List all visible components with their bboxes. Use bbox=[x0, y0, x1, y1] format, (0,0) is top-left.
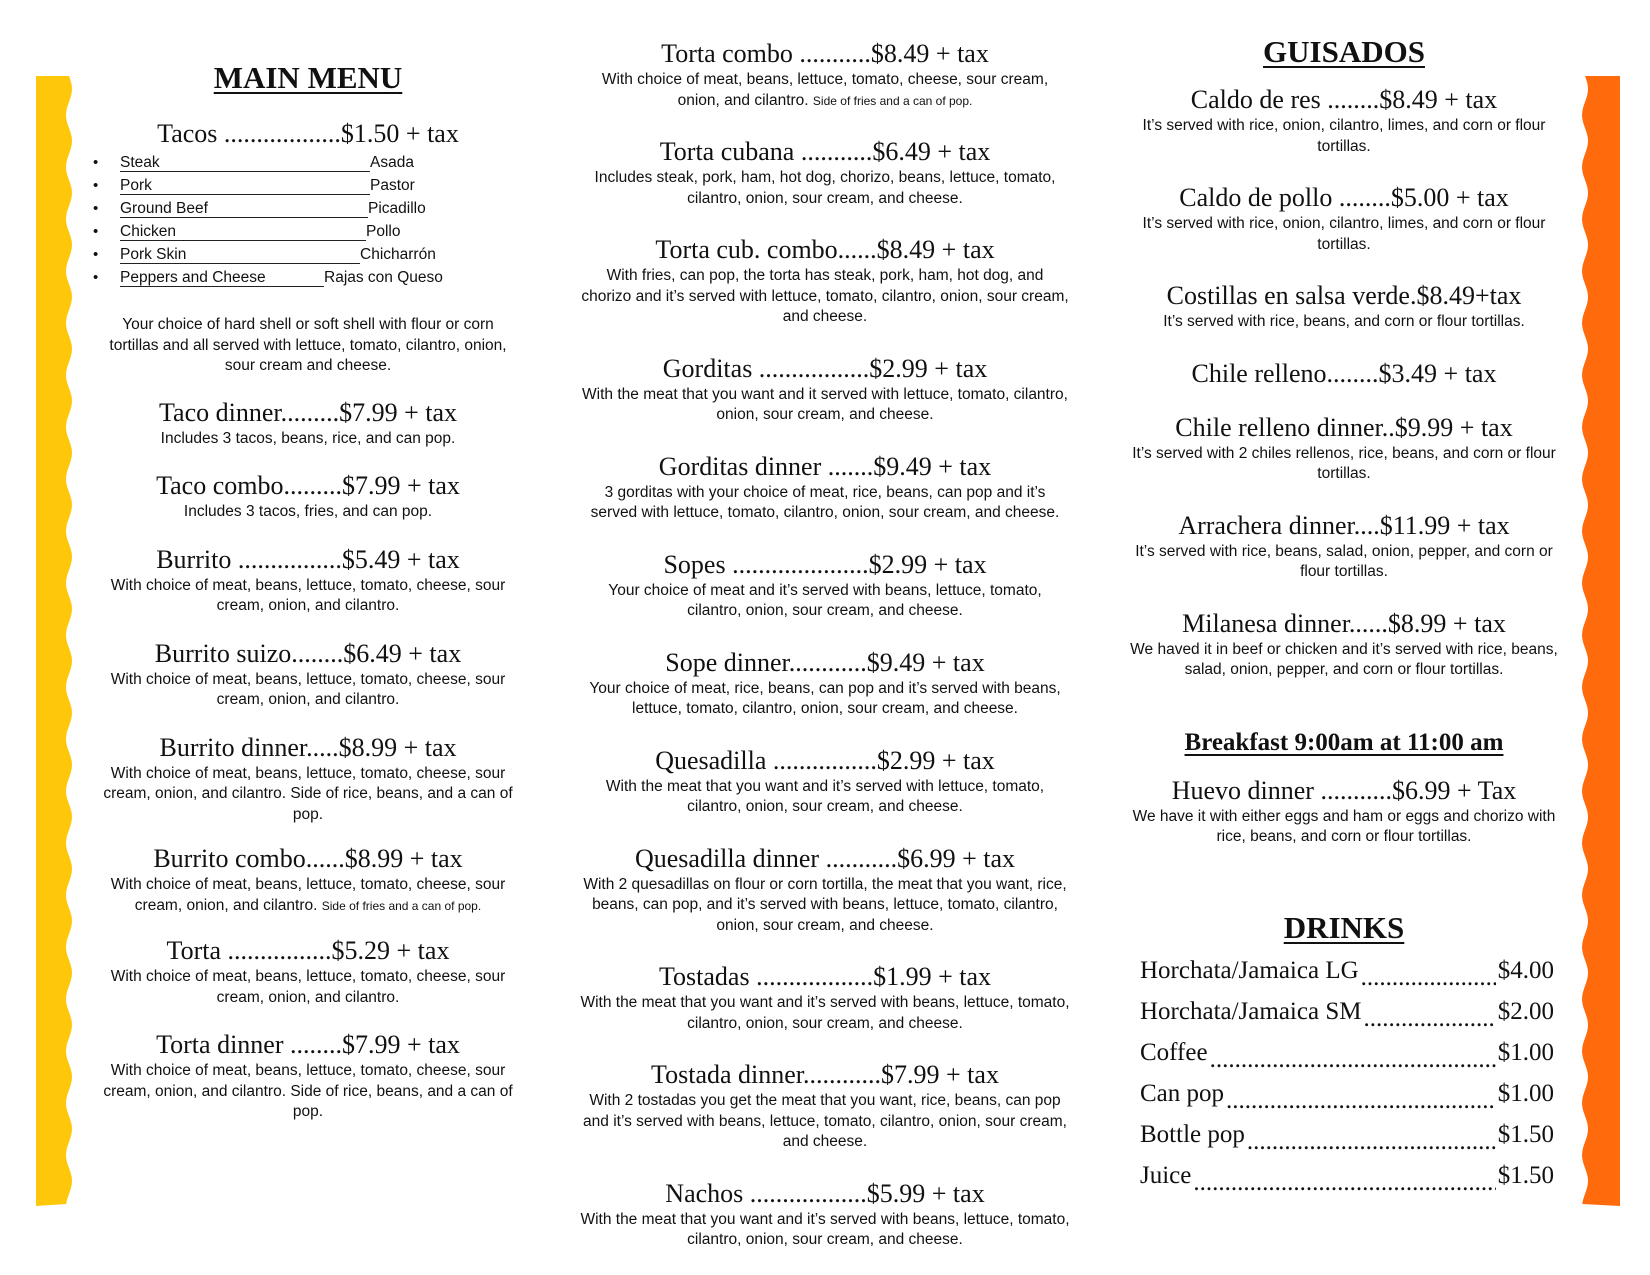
item-title: Torta cub. combo......$8.49 + tax bbox=[655, 235, 995, 264]
item-title: Torta ................$5.29 + tax bbox=[166, 936, 450, 965]
item-desc: With choice of meat, beans, lettuce, tomato, cheese, sour cream, onion, and cilantro. Side of rice, beans, and a can of pop. bbox=[103, 1062, 513, 1120]
taco-option-alt: Chicharrón bbox=[360, 246, 436, 263]
taco-option-name: Steak bbox=[120, 154, 370, 172]
taco-option-name: Chicken bbox=[120, 223, 366, 241]
left-bar-shape bbox=[36, 76, 72, 1206]
drink-leader bbox=[1361, 965, 1496, 991]
item-side-note: Side of fries and a can of pop. bbox=[321, 898, 482, 913]
item-title: Costillas en salsa verde.$8.49+tax bbox=[1166, 281, 1522, 310]
item-desc: With the meat that you want and it’s served with beans, lettuce, tomato, cilantro, onion, sour cream, and cheese. bbox=[580, 994, 1070, 1032]
tacos-note: Your choice of hard shell or soft shell with flour or corn tortillas and all served with lettuce, tomato, cilantro, onion, sour cream and cheese. bbox=[109, 316, 507, 374]
menu-item bbox=[88, 732, 528, 826]
menu-item bbox=[88, 843, 528, 916]
item-title: Burrito combo......$8.99 + tax bbox=[153, 844, 463, 873]
tacos-section bbox=[88, 118, 528, 377]
item-title: Chile relleno dinner..$9.99 + tax bbox=[1175, 412, 1513, 442]
menu-item bbox=[580, 1059, 1070, 1153]
item-desc: It’s served with rice, onion, cilantro, limes, and corn or flour tortillas. bbox=[1142, 215, 1546, 253]
item-desc: With the meat that you want and it’s served with lettuce, tomato, cilantro, onion, sour cream, and cheese. bbox=[605, 777, 1045, 815]
item-title: Torta dinner ........$7.99 + tax bbox=[156, 1030, 460, 1059]
drink-leader bbox=[1363, 1006, 1495, 1032]
item-desc: With the meat that you want and it’s served with beans, lettuce, tomato, cilantro, onion, sour cream, and cheese. bbox=[580, 1210, 1070, 1248]
menu-item bbox=[580, 745, 1070, 818]
item-title: Nachos ..................$5.99 + tax bbox=[665, 1178, 985, 1208]
menu-item bbox=[88, 470, 528, 523]
item-title: Taco combo.........$7.99 + tax bbox=[156, 471, 460, 500]
middle-menu-column bbox=[580, 38, 1070, 1251]
item-title: Huevo dinner ...........$6.99 + Tax bbox=[1171, 775, 1517, 805]
taco-option-alt: Pollo bbox=[366, 223, 401, 240]
item-title: Quesadilla dinner ...........$6.99 + tax bbox=[634, 843, 1016, 873]
item-desc bbox=[88, 875, 528, 916]
item-title: Caldo de res ........$8.49 + tax bbox=[1190, 85, 1498, 114]
item-title: Burrito ................$5.49 + tax bbox=[156, 544, 460, 574]
taco-option-name: Pork bbox=[120, 177, 370, 195]
menu-item bbox=[88, 935, 528, 1008]
item-title: Burrito dinner.....$8.99 + tax bbox=[159, 732, 457, 762]
item-title: Quesadilla ................$2.99 + tax bbox=[655, 745, 995, 775]
menu-item bbox=[580, 1178, 1070, 1251]
item-desc: With choice of meat, beans, lettuce, tomato, cheese, sour cream, onion, and cilantro. bbox=[110, 968, 506, 1006]
item-desc: It’s served with rice, beans, and corn or flour tortillas. bbox=[1163, 313, 1525, 330]
drink-price: $2.00 bbox=[1497, 997, 1554, 1025]
item-desc: With fries, can pop, the torta has steak, pork, ham, hot dog, and chorizo and it’s served with lettuce, tomato, cilantro, onion, sour cream, and cheese. bbox=[581, 267, 1069, 325]
menu-item bbox=[580, 549, 1070, 622]
menu-item bbox=[88, 544, 528, 617]
taco-option bbox=[88, 220, 528, 243]
item-desc: With 2 quesadillas on flour or corn tortilla, the meat that you want, rice, beans, can pop, and it’s served with beans, lettuce, tomato, cilantro, onion, sour cream, and cheese. bbox=[583, 875, 1067, 934]
item-desc: With choice of meat, beans, lettuce, tomato, cheese, sour cream, onion, and cilantro. Side of rice, beans, and a can of pop. bbox=[103, 764, 513, 823]
item-title: Taco dinner.........$7.99 + tax bbox=[158, 397, 458, 427]
item-desc: We haved it in beef or chicken and it’s served with rice, beans, salad, onion, pepper, and corn or flour tortillas. bbox=[1130, 640, 1558, 678]
drink-price: $1.50 bbox=[1497, 1161, 1554, 1189]
menu-item bbox=[88, 1029, 528, 1123]
drink-name: Bottle pop bbox=[1140, 1120, 1245, 1148]
taco-option bbox=[88, 243, 528, 266]
drink-price: $4.00 bbox=[1497, 956, 1554, 984]
drink-leader bbox=[1247, 1129, 1496, 1155]
menu-item bbox=[580, 136, 1070, 209]
item-desc: It’s served with 2 chiles rellenos, rice, beans, and corn or flour tortillas. bbox=[1132, 444, 1556, 482]
item-title: Chile relleno........$3.49 + tax bbox=[1191, 358, 1497, 388]
menu-item bbox=[580, 353, 1070, 426]
menu-item bbox=[1124, 412, 1564, 485]
drink-name: Coffee bbox=[1140, 1038, 1208, 1066]
taco-option bbox=[88, 197, 528, 220]
taco-meat-list bbox=[88, 151, 528, 289]
drink-price: $1.50 bbox=[1497, 1120, 1554, 1148]
guisados-heading: GUISADOS bbox=[1263, 34, 1425, 69]
taco-option bbox=[88, 151, 528, 174]
item-desc: Your choice of meat and it’s served with beans, lettuce, tomato, cilantro, onion, sour cream, and cheese. bbox=[608, 581, 1042, 619]
drink-price: $1.00 bbox=[1497, 1038, 1554, 1066]
item-title: Tostada dinner............$7.99 + tax bbox=[651, 1060, 999, 1089]
taco-option-alt: Asada bbox=[370, 154, 414, 171]
menu-item bbox=[1124, 84, 1564, 157]
left-wavy-bar bbox=[36, 76, 76, 1206]
item-desc bbox=[580, 70, 1070, 111]
taco-option-alt: Picadillo bbox=[368, 200, 426, 217]
guisados-column bbox=[1124, 34, 1564, 1196]
menu-item bbox=[1124, 775, 1564, 848]
menu-item bbox=[580, 234, 1070, 328]
taco-option-name: Peppers and Cheese bbox=[120, 269, 324, 287]
item-desc-text: With choice of meat, beans, lettuce, tomato, cheese, sour cream, onion, and cilantro. bbox=[110, 876, 506, 914]
menu-item bbox=[580, 38, 1070, 111]
item-desc: Includes 3 tacos, beans, rice, and can pop. bbox=[160, 429, 456, 447]
drink-leader bbox=[1210, 1047, 1496, 1073]
drinks-list bbox=[1124, 950, 1564, 1196]
item-title: Burrito suizo........$6.49 + tax bbox=[154, 638, 462, 668]
main-menu-column bbox=[88, 60, 528, 1123]
drink-row bbox=[1140, 1032, 1554, 1073]
item-title: Milanesa dinner......$8.99 + tax bbox=[1182, 608, 1506, 638]
item-title: Sopes .....................$2.99 + tax bbox=[663, 549, 987, 579]
drink-price: $1.00 bbox=[1497, 1079, 1554, 1107]
menu-item bbox=[1124, 358, 1564, 390]
item-title: Gorditas dinner .......$9.49 + tax bbox=[658, 451, 992, 481]
drink-row bbox=[1140, 950, 1554, 991]
item-desc: It’s served with rice, onion, cilantro, limes, and corn or flour tortillas. bbox=[1142, 117, 1546, 155]
drink-row bbox=[1140, 1073, 1554, 1114]
taco-option-alt: Rajas con Queso bbox=[324, 269, 443, 286]
menu-item bbox=[580, 843, 1070, 937]
taco-option-name: Pork Skin bbox=[120, 246, 360, 264]
taco-option bbox=[88, 174, 528, 197]
taco-option-name: Ground Beef bbox=[120, 200, 368, 218]
item-title: Gorditas .................$2.99 + tax bbox=[662, 353, 988, 383]
drink-name: Horchata/Jamaica LG bbox=[1140, 956, 1359, 984]
menu-item bbox=[1124, 280, 1564, 333]
drink-row bbox=[1140, 1155, 1554, 1196]
item-title: Sope dinner............$9.49 + tax bbox=[665, 647, 985, 677]
item-desc: 3 gorditas with your choice of meat, rice, beans, can pop and it’s served with lettuce, tomato, cilantro, onion, sour cream, and cheese. bbox=[590, 483, 1060, 521]
item-desc: Includes 3 tacos, fries, and can pop. bbox=[183, 503, 433, 520]
drink-name: Horchata/Jamaica SM bbox=[1140, 997, 1362, 1025]
item-title: Tostadas ..................$1.99 + tax bbox=[658, 962, 992, 991]
item-title: Caldo de pollo ........$5.00 + tax bbox=[1179, 183, 1509, 212]
item-desc: Your choice of meat, rice, beans, can pop and it’s served with beans, lettuce, tomato, cilantro, onion, sour cream, and cheese. bbox=[589, 679, 1061, 717]
menu-item bbox=[580, 647, 1070, 720]
tacos-title: Tacos ..................$1.50 + tax bbox=[157, 119, 459, 148]
drink-name: Juice bbox=[1140, 1161, 1192, 1189]
right-bar-shape bbox=[1582, 76, 1620, 1206]
drinks-heading: DRINKS bbox=[1283, 909, 1405, 945]
item-desc: With 2 tostadas you get the meat that you want, rice, beans, can pop and it’s served with beans, lettuce, tomato, cilantro, onion, sour cream, and cheese. bbox=[583, 1092, 1067, 1150]
breakfast-heading: Breakfast 9:00am at 11:00 am bbox=[1184, 728, 1504, 756]
taco-option-alt: Pastor bbox=[370, 177, 415, 194]
menu-item bbox=[88, 397, 528, 450]
item-desc: We have it with either eggs and ham or eggs and chorizo with rice, beans, and corn or flour tortillas. bbox=[1132, 807, 1556, 845]
item-desc: It’s served with rice, beans, salad, onion, pepper, and corn or flour tortillas. bbox=[1135, 542, 1553, 580]
menu-item bbox=[1124, 510, 1564, 583]
drink-leader bbox=[1226, 1088, 1496, 1114]
menu-item bbox=[580, 961, 1070, 1034]
menu-item bbox=[580, 451, 1070, 524]
item-title: Torta cubana ...........$6.49 + tax bbox=[659, 137, 991, 166]
drink-row bbox=[1140, 991, 1554, 1032]
main-menu-heading: MAIN MENU bbox=[213, 60, 403, 95]
drink-name: Can pop bbox=[1140, 1079, 1225, 1107]
drink-row bbox=[1140, 1114, 1554, 1155]
right-wavy-bar bbox=[1580, 76, 1620, 1206]
item-desc-text: With choice of meat, beans, lettuce, tomato, cheese, sour cream, onion, and cilantro. bbox=[601, 71, 1049, 109]
item-desc: With choice of meat, beans, lettuce, tomato, cheese, sour cream, onion, and cilantro. bbox=[110, 576, 506, 614]
drink-leader bbox=[1193, 1170, 1495, 1196]
menu-item bbox=[1124, 182, 1564, 255]
menu-item bbox=[1124, 608, 1564, 681]
taco-option bbox=[88, 266, 528, 289]
item-title: Arrachera dinner....$11.99 + tax bbox=[1178, 510, 1510, 540]
item-desc: With choice of meat, beans, lettuce, tomato, cheese, sour cream, onion, and cilantro. bbox=[110, 670, 506, 708]
item-title: Torta combo ...........$8.49 + tax bbox=[661, 39, 989, 68]
item-desc: Includes steak, pork, ham, hot dog, chorizo, beans, lettuce, tomato, cilantro, onion, sour cream, and cheese. bbox=[594, 169, 1056, 207]
item-side-note: Side of fries and a can of pop. bbox=[812, 93, 973, 108]
item-desc: With the meat that you want and it served with lettuce, tomato, cilantro, onion, sour cream, and cheese. bbox=[582, 385, 1068, 423]
menu-item bbox=[88, 638, 528, 711]
